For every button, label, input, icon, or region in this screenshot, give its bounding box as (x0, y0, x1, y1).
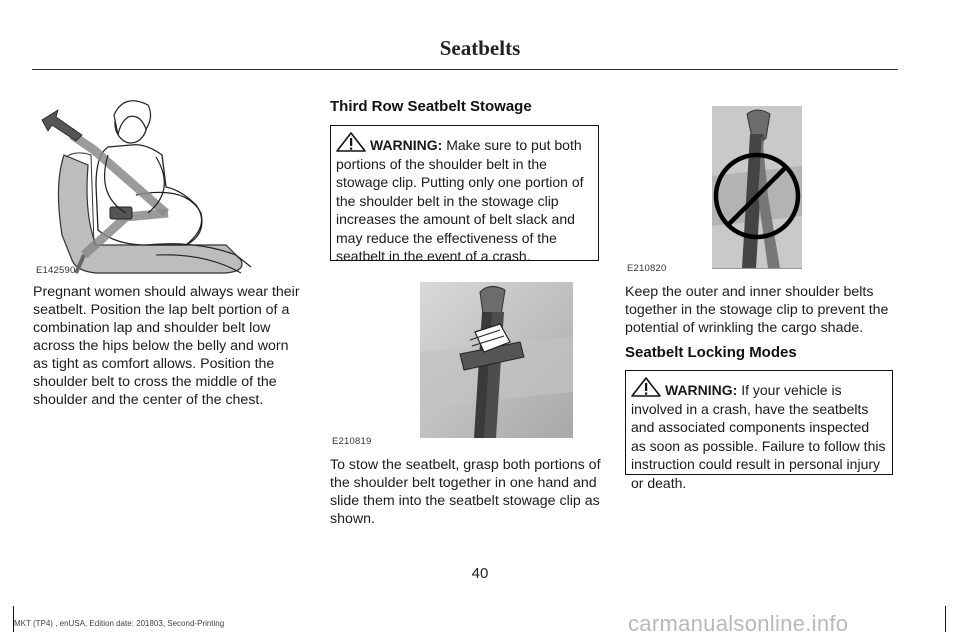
crop-mark (945, 606, 946, 632)
stowage-clip-drawing (420, 282, 573, 438)
figure-code: E142590 (36, 265, 76, 276)
section-heading: Third Row Seatbelt Stowage (330, 98, 532, 115)
figure-baseline (712, 268, 802, 269)
incorrect-stowage-drawing (712, 106, 802, 268)
figure-code: E210820 (627, 263, 667, 274)
warning-triangle-icon (631, 377, 661, 397)
keep-belts-paragraph: Keep the outer and inner shoulder belts together in the stowage clip to prevent the potential of wrinkling the cargo shade. (625, 284, 889, 336)
watermark: carmanualsonline.info (628, 611, 849, 636)
figure-code: E210819 (332, 436, 372, 447)
stowage-clip-illustration (420, 282, 573, 438)
section-heading: Seatbelt Locking Modes (625, 344, 797, 361)
edition-info: MKT (TP4) , enUSA, Edition date: 201803, Second-Printing (14, 619, 225, 628)
page-number: 40 (471, 565, 489, 582)
pregnant-seatbelt-drawing (36, 95, 304, 275)
stow-instructions-paragraph: To stow the seatbelt, grasp both portions of the shoulder belt together in one hand and slide them into the seatbelt stowage clip as shown. (330, 457, 601, 527)
pregnant-seatbelt-illustration (36, 95, 304, 275)
warning-triangle-icon (336, 132, 366, 152)
pregnancy-paragraph: Pregnant women should always wear their seatbelt. Position the lap belt portion of a combination lap and shoulder belt low across the hips below the belly and worn as tight as comfort allows. Position the shoulder belt to cross the middle of the shoulder and the center of the chest. (33, 284, 300, 408)
warning-label: WARNING: (665, 382, 738, 398)
header-divider (32, 69, 898, 70)
warning-box (330, 125, 599, 264)
warning-text: Make sure to put both portions of the shoulder belt in the stowage clip. Putting only one portion of the shoulder belt in the stowage clip increases the amount of belt slack and may reduce the effectiveness of the seatbelt in the event of a crash. (336, 137, 584, 264)
crop-mark (13, 606, 14, 632)
page-title: Seatbelts (439, 36, 521, 60)
warning-label: WARNING: (370, 137, 443, 153)
warning-text: If your vehicle is involved in a crash, have the seatbelts and associated components inspected as soon as possible. Failure to follow this instruction could result in personal injury or death. (631, 382, 886, 491)
incorrect-stowage-illustration (712, 106, 802, 268)
warning-box (625, 370, 893, 491)
